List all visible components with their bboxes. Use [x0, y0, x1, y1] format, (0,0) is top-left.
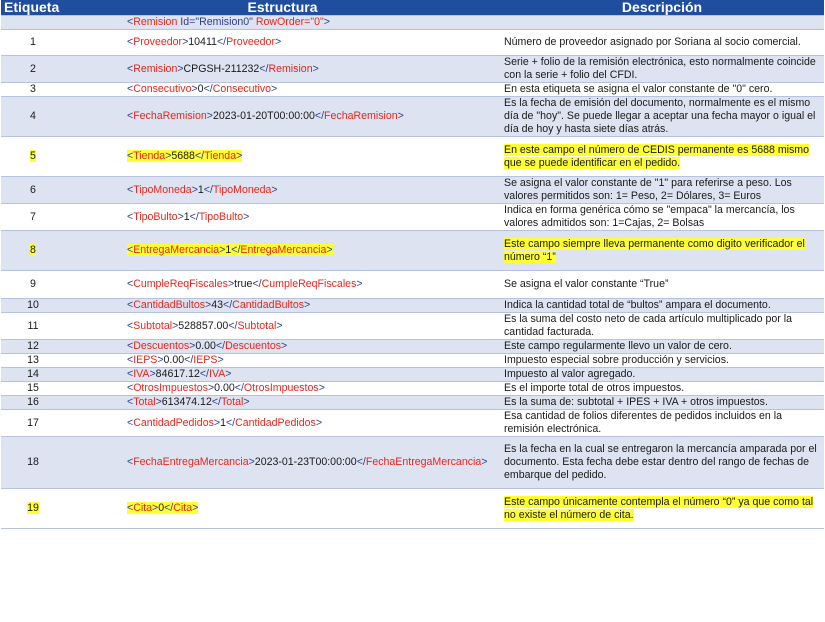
xml-close-tag: Tienda — [204, 150, 237, 162]
row-num-cell — [1, 177, 65, 204]
header-estructura: Estructura — [65, 0, 500, 16]
row-desc-cell — [500, 489, 824, 529]
xml-open-tag: Proveedor — [133, 36, 183, 48]
table-row — [1, 177, 824, 204]
header-etiqueta: Etiqueta — [1, 0, 65, 16]
xml-open-tag: FechaRemision — [133, 110, 207, 122]
row-number: 2 — [30, 62, 36, 75]
structure-table — [1, 0, 824, 529]
xml-close-tag: Proveedor — [226, 36, 275, 48]
xml-element: <FechaEntregaMercancia>2023-01-23T00:00:00</FechaEntregaMercancia> — [127, 456, 488, 468]
row-description: Es la suma del costo neto de cada artículo multiplicado por la cantidad facturada. — [504, 313, 792, 338]
row-desc-cell — [500, 410, 824, 437]
xml-close-tag: Consecutivo — [212, 83, 272, 95]
row-desc-cell — [500, 177, 824, 204]
xml-open-tag: Cita — [133, 502, 153, 514]
row-num-cell — [1, 340, 65, 354]
row-num-cell — [1, 382, 65, 396]
xml-element: <CantidadBultos>43</CantidadBultos> — [127, 299, 311, 311]
row-num-cell — [1, 137, 65, 177]
row-number: 12 — [27, 340, 39, 352]
row-structure-cell — [65, 231, 500, 271]
table-row-remision-open — [1, 16, 824, 30]
table-row — [1, 410, 824, 437]
row-num-cell — [1, 30, 65, 56]
row-description: Esa cantidad de folios diferentes de pedidos incluidos en la remisión electrónica. — [504, 410, 782, 435]
row-structure-cell — [65, 204, 500, 231]
row-structure-cell — [65, 137, 500, 177]
xml-element: <CumpleReqFiscales>true</CumpleReqFiscales> — [127, 278, 363, 290]
row-structure-cell — [65, 97, 500, 137]
row-number: 5 — [30, 150, 36, 162]
xml-close-tag: EntregaMercancia — [240, 244, 327, 256]
xml-value: 1 — [183, 210, 190, 223]
xml-open-tag: TipoBulto — [133, 210, 178, 223]
xml-value: 0.00 — [163, 354, 185, 366]
row-structure-cell — [65, 271, 500, 299]
row-structure-cell — [65, 299, 500, 313]
row-number: 15 — [27, 382, 39, 394]
row-description: En esta etiqueta se asigna el valor constante de "0" cero. — [504, 83, 773, 95]
row-structure-cell — [65, 177, 500, 204]
row-desc-cell — [500, 271, 824, 299]
row-structure-cell — [65, 56, 500, 83]
xml-tag-name: Remision — [133, 16, 178, 28]
row-number: 9 — [30, 278, 36, 290]
xml-attr-name: Id= — [180, 16, 196, 28]
row-number: 11 — [27, 319, 39, 332]
xml-value: 5688 — [171, 150, 195, 162]
row-desc-cell — [500, 83, 824, 97]
row-structure-cell — [65, 410, 500, 437]
row-description: Es la fecha de emisión del documento, normalmente es el mismo día de "hoy". Se puede llegar a aceptar una fecha mayor o igual el día de hoy y hasta siete días atrás. — [504, 97, 816, 135]
xml-value: 1 — [197, 183, 204, 196]
xml-open-tag: IVA — [133, 368, 150, 380]
row-description: Este campo siempre lleva permanente como digito verificador el número “1” — [504, 237, 805, 263]
row-structure-cell — [65, 368, 500, 382]
row-number: 13 — [27, 354, 39, 366]
row-description: Este campo únicamente contempla el número “0” ya que como tal no existe el número de cita. — [504, 495, 814, 521]
xml-open-tag: Consecutivo — [133, 83, 192, 95]
xml-open-tag: TipoMoneda — [133, 183, 192, 196]
table-row — [1, 299, 824, 313]
table-row — [1, 137, 824, 177]
xml-element: <FechaRemision>2023-01-20T00:00:00</FechaRemision> — [127, 110, 404, 122]
row-num-cell — [1, 410, 65, 437]
xml-close-tag: IVA — [209, 368, 226, 380]
row-description: Impuesto especial sobre producción y servicios. — [504, 354, 729, 366]
row-description: Este campo regularmente llevo un valor de cero. — [504, 340, 732, 352]
row-structure-cell: <Remision Id="Remision0" RowOrder="0"> — [65, 16, 500, 30]
row-number: 18 — [27, 456, 39, 468]
xml-value: 613474.12 — [161, 396, 212, 408]
row-structure-cell — [65, 382, 500, 396]
row-number: 3 — [30, 83, 36, 95]
xml-element: <IEPS>0.00</IEPS> — [127, 354, 224, 366]
row-number: 10 — [27, 299, 39, 311]
row-description: Es la fecha en la cual se entregaron la mercancía amparada por el documento. Esta fecha debe estar dentro del rango de fechas de embarque del pedido. — [504, 443, 817, 481]
table-row — [1, 396, 824, 410]
xml-open-tag: EntregaMercancia — [133, 244, 220, 256]
row-structure-cell — [65, 354, 500, 368]
row-number: 6 — [30, 183, 36, 196]
table-row — [1, 56, 824, 83]
xml-open-tag: Tienda — [133, 150, 166, 162]
row-desc-cell — [500, 382, 824, 396]
xml-value: 1 — [225, 244, 232, 256]
row-description: Es el importe total de otros impuestos. — [504, 382, 685, 394]
row-number: 8 — [30, 244, 36, 256]
xml-value: 0 — [158, 502, 165, 514]
row-number: 7 — [30, 210, 36, 223]
row-structure-cell — [65, 313, 500, 340]
xml-open-tag: CantidadPedidos — [133, 416, 214, 429]
xml-close-tag: OtrosImpuestos — [243, 382, 319, 394]
table-body — [1, 16, 824, 529]
row-num-cell — [1, 313, 65, 340]
row-description: Es la suma de: subtotal + IPES + IVA + otros impuestos. — [504, 396, 768, 408]
table-row — [1, 30, 824, 56]
xml-element: <Total>613474.12</Total> — [127, 396, 250, 408]
row-num-cell — [1, 489, 65, 529]
xml-element: <CantidadPedidos>1</CantidadPedidos> — [127, 416, 323, 429]
xml-value: true — [234, 278, 253, 290]
xml-close-tag: Subtotal — [237, 319, 277, 332]
xml-close-tag: Cita — [173, 502, 193, 514]
xml-element: <Descuentos>0.00</Descuentos> — [127, 340, 288, 352]
xml-attr-value: "0" — [310, 16, 324, 28]
row-desc-cell — [500, 231, 824, 271]
table-row — [1, 313, 824, 340]
xml-open-tag: Subtotal — [133, 319, 173, 332]
xml-value: 43 — [211, 299, 224, 311]
xml-value: 528857.00 — [178, 319, 229, 332]
xml-element: <Subtotal>528857.00</Subtotal> — [127, 319, 283, 332]
xml-value: 0 — [197, 83, 204, 95]
row-num-cell — [1, 271, 65, 299]
row-structure-cell — [65, 83, 500, 97]
row-desc-cell — [500, 30, 824, 56]
row-number: 14 — [27, 368, 39, 380]
table-row — [1, 231, 824, 271]
row-num-cell — [1, 437, 65, 489]
row-num-cell — [1, 231, 65, 271]
xml-close-tag: IEPS — [193, 354, 218, 366]
xml-element: <Tienda>5688</Tienda> — [127, 150, 243, 162]
xml-element: <EntregaMercancia>1</EntregaMercancia> — [127, 244, 333, 256]
xml-close-tag: TipoMoneda — [212, 183, 272, 196]
table-header — [1, 0, 824, 16]
row-desc-cell — [500, 299, 824, 313]
xml-element: <OtrosImpuestos>0.00</OtrosImpuestos> — [127, 382, 325, 394]
table-row — [1, 271, 824, 299]
row-desc-cell — [500, 340, 824, 354]
row-structure-cell — [65, 396, 500, 410]
row-number: 19 — [27, 502, 39, 514]
row-description: Número de proveedor asignado por Soriana al socio comercial. — [504, 36, 801, 48]
xml-element: <TipoMoneda>1</TipoMoneda> — [127, 183, 278, 196]
xml-close-tag: Descuentos — [225, 340, 282, 352]
xml-open-tag: Total — [133, 396, 156, 408]
xml-element: <Cita>0</Cita> — [127, 502, 199, 514]
xml-value: 10411 — [188, 36, 217, 48]
row-desc-cell — [500, 56, 824, 83]
row-description: Indica en forma genérica cómo se "empaca" la mercancía, los valores admitidos son: 1=Cajas, 2= Bolsas — [504, 204, 795, 229]
xml-attr-name: RowOrder= — [255, 16, 311, 28]
xml-close-tag: FechaRemision — [324, 110, 398, 122]
row-description: Se asigna el valor constante de "1" para referirse a peso. Los valores permitidos son: 1= Peso, 2= Dólares, 3= Euros — [504, 177, 792, 202]
row-description: Indica la cantidad total de “bultos” ampara el documento. — [504, 299, 771, 311]
xml-open-tag: IEPS — [133, 354, 158, 366]
xml-close-tag: CantidadBultos — [232, 299, 305, 311]
table-row — [1, 83, 824, 97]
row-description: En este campo el número de CEDIS permanente es 5688 mismo que se puede identificar en el pedido. — [504, 143, 810, 169]
xml-element: <TipoBulto>1</TipoBulto> — [127, 210, 250, 223]
row-num-cell — [1, 16, 65, 30]
table-row — [1, 382, 824, 396]
xml-close-tag: CumpleReqFiscales — [261, 278, 357, 290]
row-desc-cell — [500, 137, 824, 177]
xml-open-tag: CantidadBultos — [133, 299, 206, 311]
table-row — [1, 489, 824, 529]
table-row — [1, 97, 824, 137]
row-desc-cell — [500, 368, 824, 382]
xml-open-tag: FechaEntregaMercancia — [133, 456, 249, 468]
xml-close-tag: TipoBulto — [198, 210, 244, 223]
row-desc-cell — [500, 354, 824, 368]
row-structure-cell — [65, 340, 500, 354]
header-descripcion: Descripción — [500, 0, 824, 16]
row-desc-cell — [500, 437, 824, 489]
xml-value: 84617.12 — [155, 368, 200, 380]
row-number: 16 — [27, 396, 39, 408]
row-structure-cell — [65, 30, 500, 56]
row-num-cell — [1, 56, 65, 83]
row-desc-cell — [500, 396, 824, 410]
row-number: 17 — [27, 416, 39, 429]
row-number: 4 — [30, 110, 36, 122]
row-structure-cell — [65, 489, 500, 529]
row-num-cell — [1, 354, 65, 368]
row-num-cell — [1, 204, 65, 231]
xml-close-tag: Total — [220, 396, 244, 408]
xml-value: 0.00 — [195, 340, 216, 352]
row-num-cell — [1, 396, 65, 410]
xml-value: CPGSH-211232 — [183, 62, 260, 75]
xml-attr-value: "Remision0" — [195, 16, 253, 28]
table-row — [1, 368, 824, 382]
xml-close-tag: CantidadPedidos — [235, 416, 316, 429]
xml-element: <Consecutivo>0</Consecutivo> — [127, 83, 278, 95]
xml-element: <IVA>84617.12</IVA> — [127, 368, 232, 380]
xml-element: <Remision>CPGSH-211232</Remision> — [127, 62, 319, 75]
xml-value: 0.00 — [214, 382, 235, 394]
xml-value: 2023-01-23T00:00:00 — [254, 456, 357, 468]
row-num-cell — [1, 97, 65, 137]
row-description: Serie + folio de la remisión electrónica, esto normalmente coincide con la serie + folio del CFDI. — [504, 56, 816, 81]
row-desc-cell — [500, 16, 824, 30]
xml-value: 2023-01-20T00:00:00 — [212, 110, 315, 122]
xml-element: <Proveedor>10411</Proveedor> — [127, 36, 282, 48]
row-desc-cell — [500, 313, 824, 340]
row-num-cell — [1, 368, 65, 382]
table-row — [1, 204, 824, 231]
row-number: 1 — [30, 36, 36, 48]
xml-close-tag: Remision — [268, 62, 313, 75]
table-row — [1, 437, 824, 489]
row-structure-cell — [65, 437, 500, 489]
row-num-cell — [1, 299, 65, 313]
row-desc-cell — [500, 204, 824, 231]
xml-open-tag: CumpleReqFiscales — [133, 278, 228, 290]
xml-open-tag: OtrosImpuestos — [133, 382, 208, 394]
xml-open-tag: Remision — [133, 62, 178, 75]
row-num-cell — [1, 83, 65, 97]
row-desc-cell — [500, 97, 824, 137]
xml-open-tag: Descuentos — [133, 340, 190, 352]
row-description: Se asigna el valor constante “True” — [504, 278, 669, 290]
table-row — [1, 340, 824, 354]
xml-close-tag: FechaEntregaMercancia — [365, 456, 482, 468]
table-row — [1, 354, 824, 368]
xml-value: 1 — [220, 416, 226, 429]
row-description: Impuesto al valor agregado. — [504, 368, 636, 380]
